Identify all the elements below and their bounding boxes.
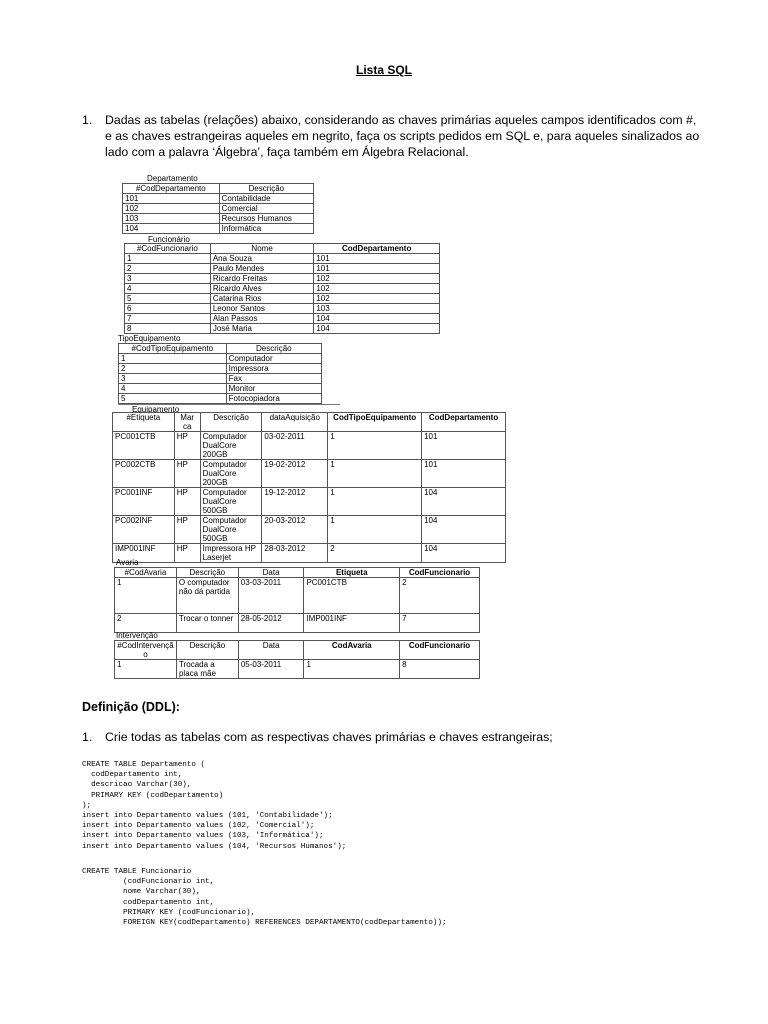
table-cell: Fax [226,374,321,384]
table-cell: 102 [123,204,220,214]
table-row [115,614,480,633]
table-cell: 28-05-2012 [238,614,304,633]
table-cell: 1 [328,432,422,460]
table-cell: 3 [125,274,211,284]
section-title-ddl: Definição (DDL): [82,700,180,714]
table-row [113,544,506,563]
table-header-row [115,641,480,660]
table-cell: IMP001INF [113,544,175,563]
table-cell: 1 [328,460,422,488]
table-caption-tipoequipamento: TipoEquipamento [118,334,181,343]
table-cell: 104 [422,516,506,544]
table-cell: 1 [115,660,177,679]
table-cell: 1 [115,578,177,614]
column-header: Descrição [219,184,313,194]
table-caption-funcionario: Funcionário [148,235,190,244]
column-header: Data [238,568,304,578]
table-tipoequipamento [118,343,322,404]
code-block-funcionario: CREATE TABLE Funcionario (codFuncionario int, nome Varchar(30), codDepartamento int, PRIMARY KEY (codFuncionario), FOREIGN KEY(codDepartamento) REFERENCES DEPARTAMENTO(codDepartamento)); [82,868,447,928]
table-cell: 1 [328,516,422,544]
table-cell: 102 [314,284,440,294]
table-caption-departamento: Departamento [147,174,198,183]
table-cell: Computador DualCore 200GB [200,432,262,460]
table-caption-equipamento: Equipamento [132,405,180,414]
table-cell: PC002CTB [113,460,175,488]
table-cell: HP [174,460,200,488]
table-departamento [122,183,314,234]
item-number: 1. [82,730,93,744]
table-cell: PC001INF [113,488,175,516]
table-cell: 103 [314,304,440,314]
table-cell: 03-03-2011 [238,578,304,614]
table-caption-intervencao: Intervenção [116,631,158,640]
table-cell: Computador DualCore 500GB [200,488,262,516]
table-cell: 20-03-2012 [262,516,328,544]
table-cell: 104 [314,324,440,334]
table-row [123,194,314,204]
table-cell: HP [174,488,200,516]
table-cell: Ana Souza [210,254,314,264]
table-cell: PC001CTB [304,578,400,614]
table-cell: 8 [125,324,211,334]
table-row [125,324,440,334]
column-header: CodTipoEquipamento [328,413,422,432]
column-header: Etiqueta [304,568,400,578]
table-cell: Informática [219,224,313,234]
column-header: Descrição [226,344,321,354]
table-cell: Fotocopiadora [226,394,321,404]
table-cell: 102 [314,294,440,304]
table-cell: Computador DualCore 200GB [200,460,262,488]
table-cell: 7 [125,314,211,324]
table-cell: Ricardo Freitas [210,274,314,284]
table-row [113,516,506,544]
table-row [115,660,480,679]
table-cell: 1 [125,254,211,264]
table-avaria [114,567,480,633]
table-cell: Paulo Mendes [210,264,314,274]
item-text: Crie todas as tabelas com as respectivas chaves primárias e chaves estrangeiras; [105,730,553,744]
column-header: #CodTipoEquipamento [119,344,227,354]
table-cell: 4 [119,384,227,394]
table-cell: 4 [125,284,211,294]
table-cell: 03-02-2011 [262,432,328,460]
table-cell: Contabilidade [219,194,313,204]
table-cell: 5 [119,394,227,404]
table-cell: Impressora [226,364,321,374]
table-row [113,432,506,460]
table-row [125,294,440,304]
column-header: Data [238,641,304,660]
table-cell: 104 [422,488,506,516]
table-row [125,274,440,284]
table-cell: Trocada a placa mãe [176,660,238,679]
table-row [123,204,314,214]
relations-figure [110,172,510,682]
table-header-row [123,184,314,194]
column-header: CodDepartamento [314,244,440,254]
table-row [113,488,506,516]
table-row [113,460,506,488]
code-block-departamento: CREATE TABLE Departamento ( codDepartamento int, descricao Varchar(30), PRIMARY KEY (codDepartamento) ); insert into Departamento values (101, 'Contabilidade'); insert into Departamento values (102, 'Comercial'); insert into Departamento values (103, 'Informática'); insert into Departamento values (104, 'Recursos Humanos'); [82,761,347,851]
table-cell: PC002INF [113,516,175,544]
column-header: #CodFuncionario [125,244,211,254]
table-row [125,254,440,264]
column-header: #Etiqueta [113,413,175,432]
table-row [119,384,322,394]
table-cell: 1 [328,488,422,516]
table-cell: IMP001INF [304,614,400,633]
table-cell: 2 [119,364,227,374]
table-cell: Trocar o tonner [176,614,238,633]
page-title: Lista SQL [355,63,412,77]
table-row [125,264,440,274]
table-cell: Comercial [219,204,313,214]
table-cell: 05-03-2011 [238,660,304,679]
table-row [119,354,322,364]
table-row [119,394,322,404]
table-cell: 101 [314,264,440,274]
table-row [119,364,322,374]
table-cell: 1 [304,660,400,679]
table-cell: 6 [125,304,211,314]
table-cell: 101 [123,194,220,204]
table-row [125,284,440,294]
table-cell: José Maria [210,324,314,334]
table-cell: HP [174,516,200,544]
column-header: #CodAvaria [115,568,177,578]
table-cell: Leonor Santos [210,304,314,314]
table-cell: Computador [226,354,321,364]
table-intervencao [114,640,480,679]
table-cell: 104 [123,224,220,234]
table-cell: Recursos Humanos [219,214,313,224]
table-cell: 101 [422,460,506,488]
column-header: CodFuncionario [400,641,480,660]
table-cell: 104 [422,544,506,563]
table-row [119,374,322,384]
question-number: 1. [82,113,93,127]
column-header: #CodIntervençã o [115,641,177,660]
table-cell: 1 [119,354,227,364]
table-cell: 102 [314,274,440,284]
table-row [123,214,314,224]
table-cell: 8 [400,660,480,679]
table-equipamento [112,412,506,563]
table-cell: 2 [125,264,211,274]
table-header-row [113,413,506,432]
table-row [125,314,440,324]
table-cell: HP [174,432,200,460]
table-cell: 2 [115,614,177,633]
table-cell: 19-12-2012 [262,488,328,516]
table-cell: 5 [125,294,211,304]
table-cell: Computador DualCore 500GB [200,516,262,544]
table-caption-avaria: Avaria [116,558,139,567]
table-cell: 101 [422,432,506,460]
ddl-item-1 [82,730,553,744]
table-cell: Alan Passos [210,314,314,324]
table-header-row [115,568,480,578]
table-row [115,578,480,614]
question-1 [82,112,702,160]
table-cell: 7 [400,614,480,633]
column-header: #CodDepartamento [123,184,220,194]
table-header-row [125,244,440,254]
table-cell: Catarina Rios [210,294,314,304]
table-cell: 104 [314,314,440,324]
table-cell: O computador não dá partida [176,578,238,614]
table-cell: 2 [328,544,422,563]
table-cell: Ricardo Alves [210,284,314,294]
table-row [123,224,314,234]
column-header: Mar ca [174,413,200,432]
column-header: Descrição [200,413,262,432]
column-header: CodDepartamento [422,413,506,432]
table-cell: 103 [123,214,220,224]
table-cell: HP [174,544,200,563]
table-cell: 101 [314,254,440,264]
question-text: Dadas as tabelas (relações) abaixo, considerando as chaves primárias aqueles campos identificados com #, e as chaves estrangeiras aqueles em negrito, faça os scripts pedidos em SQL e, para aqueles sinalizados ao lado com a palavra ‘Álgebra’, faça também em Álgebra Relacional. [105,113,700,159]
column-header: dataAquisição [262,413,328,432]
table-cell: 28-03-2012 [262,544,328,563]
column-header: Descrição [176,641,238,660]
table-cell: Impressora HP Laserjet [200,544,262,563]
table-cell: 3 [119,374,227,384]
table-cell: Monitor [226,384,321,394]
table-cell: PC001CTB [113,432,175,460]
table-cell: 19-02-2012 [262,460,328,488]
column-header: Nome [210,244,314,254]
column-header: CodFuncionario [400,568,480,578]
column-header: CodAvaria [304,641,400,660]
table-funcionario [124,243,440,334]
table-cell: 2 [400,578,480,614]
column-header: Descrição [176,568,238,578]
table-row [125,304,440,314]
table-header-row [119,344,322,354]
